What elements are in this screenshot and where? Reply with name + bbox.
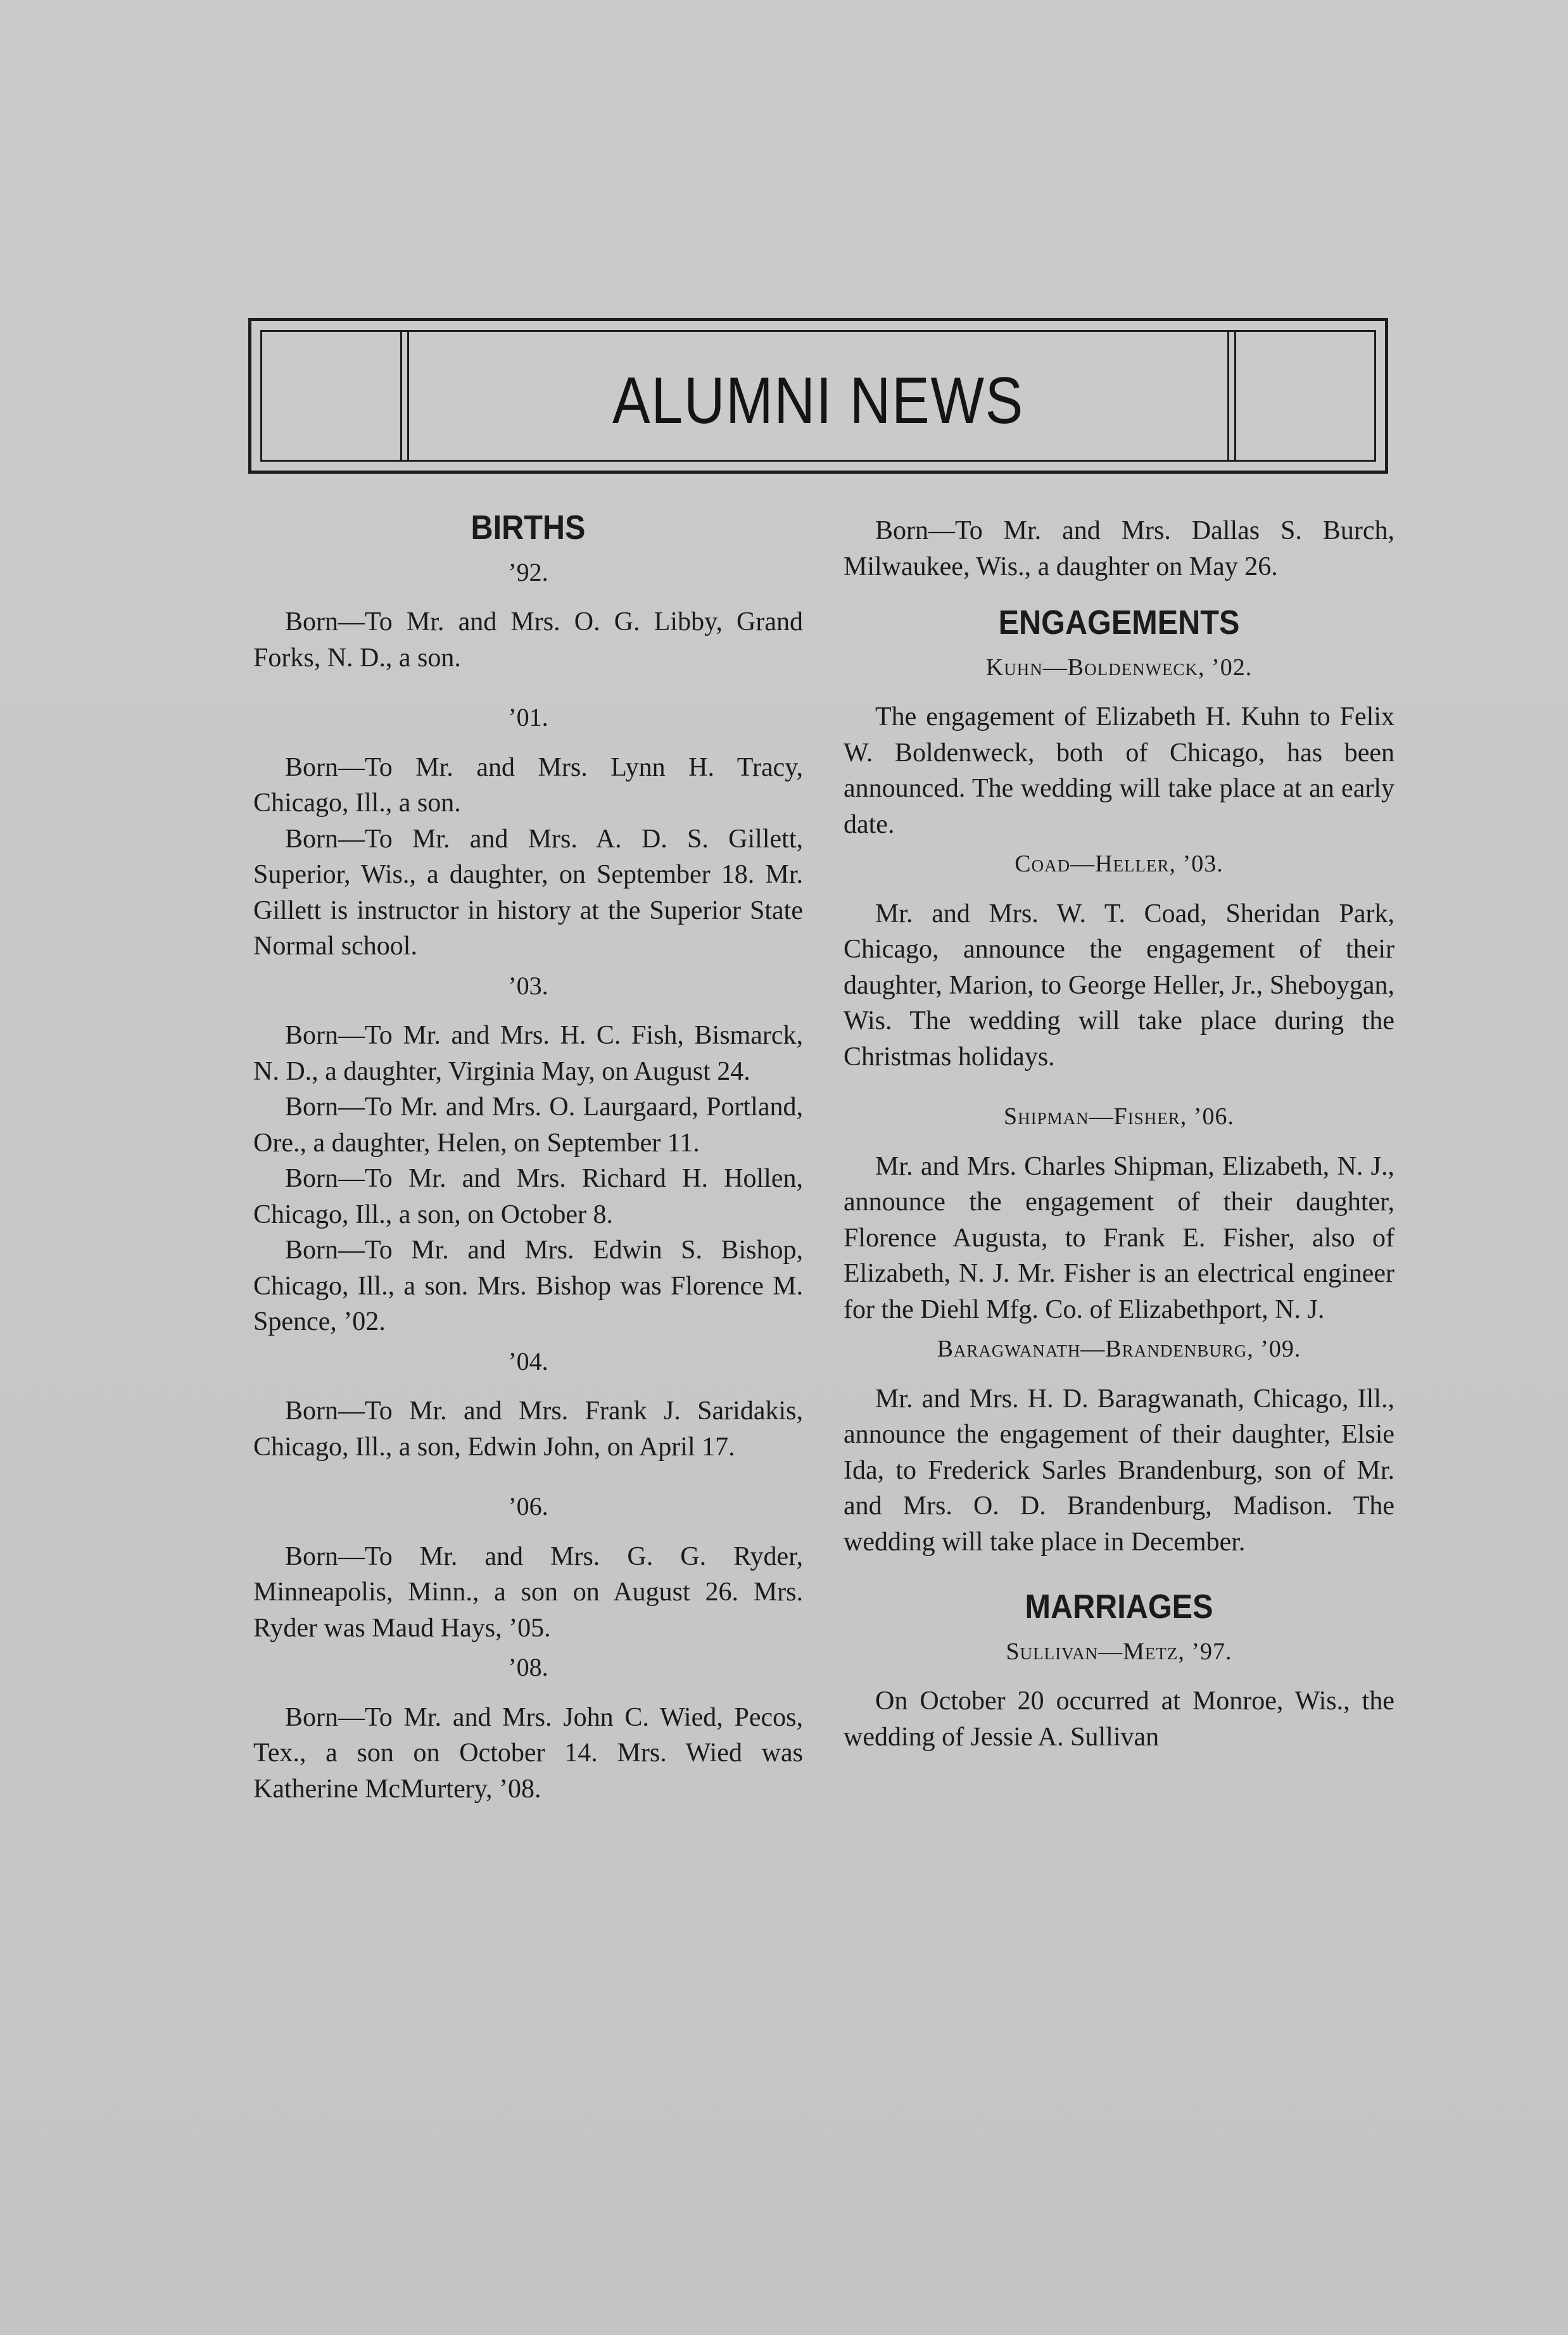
marriages-heading: MARRIAGES — [1025, 1588, 1213, 1626]
header-inner-frame — [260, 330, 1376, 462]
engagement-heading: Baragwanath—Brandenburg, ’09. — [937, 1336, 1301, 1362]
birth-entry: Born—To Mr. and Mrs. O. G. Libby, Grand Forks, N. D., a son. — [253, 607, 803, 673]
year-01: ’01. — [508, 703, 548, 731]
engagement-heading: Kuhn—Boldenweck, ’02. — [985, 654, 1253, 681]
marriage-entry: On October 20 occurred at Monroe, Wis., the wedding of Jessie A. Sullivan — [844, 1686, 1394, 1752]
header-frame — [248, 318, 1388, 474]
birth-entry: Born—To Mr. and Mrs. Edwin S. Bishop, Chicago, Ill., a son. Mrs. Bishop was Florence M. Spence, ’02. — [253, 1236, 803, 1336]
year-03: ’03. — [508, 971, 548, 1000]
birth-entry: Born—To Mr. and Mrs. John C. Wied, Pecos, Tex., a son on October 14. Mrs. Wied was Katherine McMurtery, ’08. — [253, 1702, 803, 1804]
birth-entry: Born—To Mr. and Mrs. O. Laurgaard, Portland, Ore., a daughter, Helen, on September 11. — [253, 1092, 803, 1158]
engagement-entry: Mr. and Mrs. W. T. Coad, Sheridan Park, Chicago, announce the engagement of their daughter, Marion, to George Heller, Jr., Sheboygan, Wis. The wedding will take place during the Christmas holidays. — [844, 899, 1394, 1072]
engagements-heading: ENGAGEMENTS — [998, 604, 1240, 642]
birth-entry: Born—To Mr. and Mrs. Lynn H. Tracy, Chicago, Ill., a son. — [253, 752, 803, 818]
marriage-heading: Sullivan—Metz, ’97. — [1006, 1638, 1232, 1665]
births-heading: BIRTHS — [471, 509, 586, 547]
engagement-heading: Shipman—Fisher, ’06. — [1004, 1103, 1234, 1130]
birth-entry: Born—To Mr. and Mrs. Frank J. Saridakis, Chicago, Ill., a son, Edwin John, on April 17. — [253, 1396, 803, 1462]
year-04: ’04. — [508, 1346, 548, 1376]
year-08: ’08. — [508, 1653, 548, 1681]
page-title: ALUMNI NEWS — [612, 364, 1025, 438]
year-92: ’92. — [508, 557, 548, 586]
birth-entry: Born—To Mr. and Mrs. H. C. Fish, Bismarck, N. D., a daughter, Virginia May, on August 24. — [253, 1021, 803, 1086]
engagement-entry: Mr. and Mrs. Charles Shipman, Elizabeth, N. J., announce the engagement of their daughter, Florence Augusta, to Frank E. Fisher, also of Elizabeth, N. J. Mr. Fisher is an electrical engineer for the Diehl Mfg. Co. of Elizabethport, N. J. — [844, 1151, 1394, 1324]
engagement-entry: Mr. and Mrs. H. D. Baragwanath, Chicago, Ill., announce the engagement of their daughter, Elsie Ida, to Frederick Sarles Brandenburg, son of Mr. and Mrs. O. D. Brandenburg, Madison. The wedding will take place in December. — [844, 1384, 1394, 1557]
birth-entry: Born—To Mr. and Mrs. Richard H. Hollen, Chicago, Ill., a son, on October 8. — [253, 1164, 803, 1229]
year-06: ’06. — [508, 1492, 548, 1521]
birth-entry: Born—To Mr. and Mrs. A. D. S. Gillett, Superior, Wis., a daughter, on September 18. Mr. Gillett is instructor in history at the Superior State Normal school. — [253, 824, 803, 961]
birth-entry: Born—To Mr. and Mrs. Dallas S. Burch, Milwaukee, Wis., a daughter on May 26. — [844, 516, 1394, 581]
left-column — [253, 510, 803, 1807]
right-column — [844, 513, 1394, 1755]
engagement-entry: The engagement of Elizabeth H. Kuhn to Felix W. Boldenweck, both of Chicago, has been announced. The wedding will take place at an early date. — [844, 702, 1394, 839]
engagement-heading: Coad—Heller, ’03. — [1015, 851, 1223, 877]
birth-entry: Born—To Mr. and Mrs. G. G. Ryder, Minneapolis, Minn., a son on August 26. Mrs. Ryder was Maud Hays, ’05. — [253, 1541, 803, 1643]
